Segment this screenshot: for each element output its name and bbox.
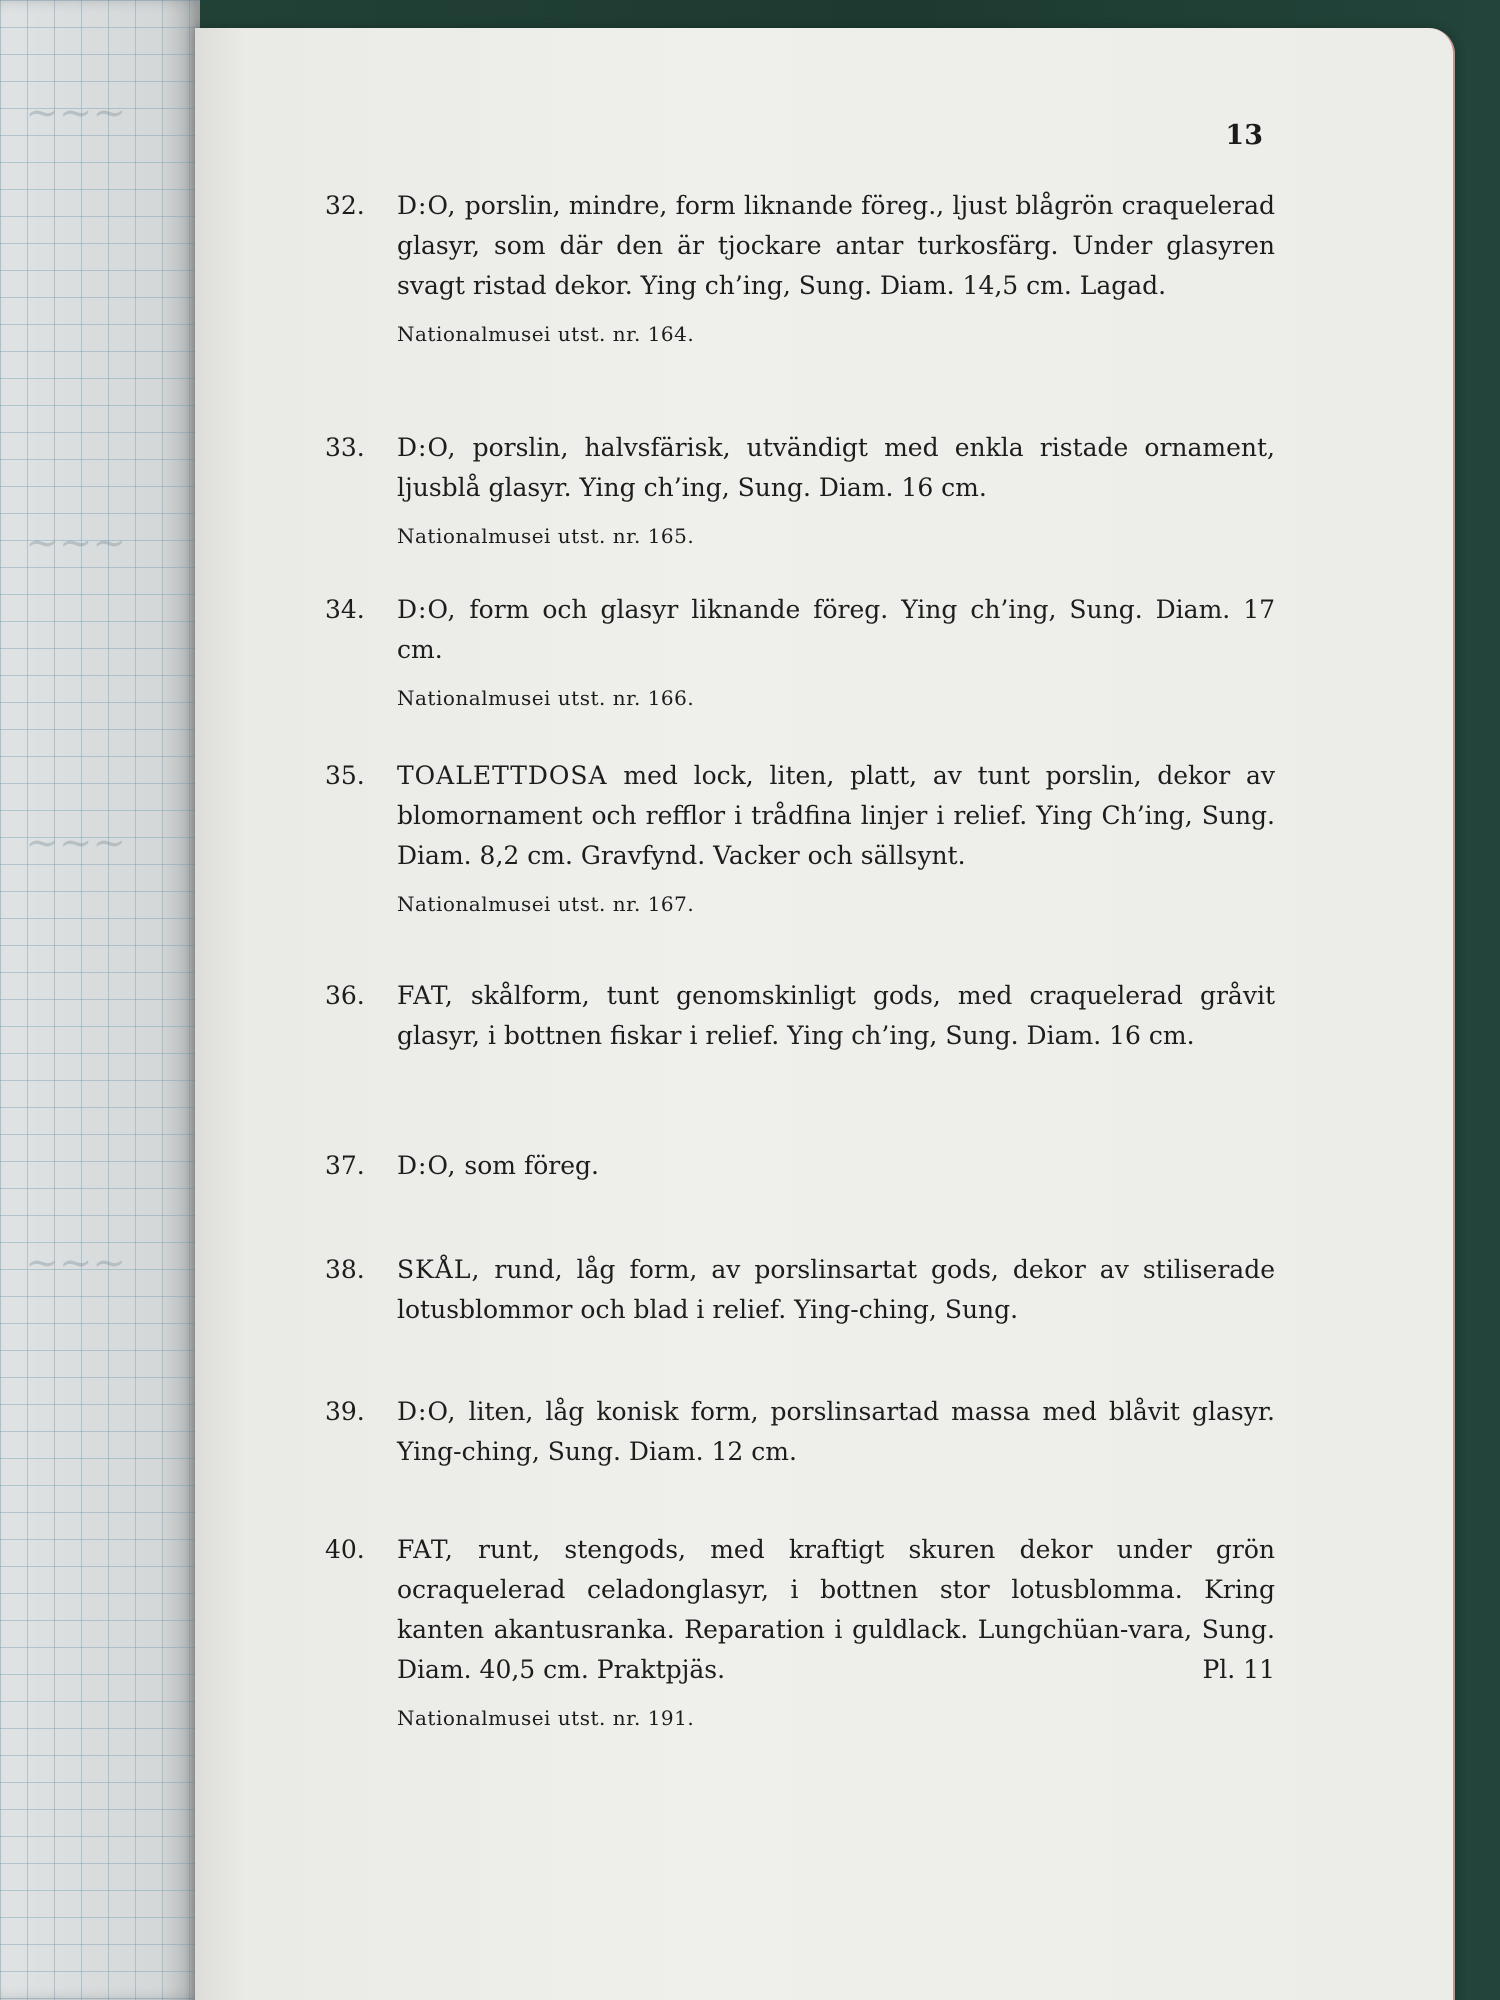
exhibition-reference: Nationalmusei utst. nr. 164. — [397, 322, 695, 346]
catalogue-page — [195, 28, 1455, 2000]
entry-description: liten, låg konisk form, porslinsartad massa med blåvit glasyr. Ying-ching, Sung. Diam. 12 cm. — [397, 1397, 1275, 1466]
entry-number: 34. — [325, 595, 365, 624]
catalogue-entry — [325, 186, 1275, 348]
entry-lead: D:O, — [397, 191, 457, 220]
entry-description: med lock, liten, platt, av tunt porslin, dekor av blomornament och refflor i trådfina linjer i relief. Ying Ch’ing, Sung. Diam. 8,2 cm. Gravfynd. Vacker och sällsynt. — [397, 761, 1275, 870]
entry-description: rund, låg form, av porslinsartat gods, dekor av stiliserade lotusblommor och blad i relief. Ying-ching, Sung. — [397, 1255, 1275, 1324]
entry-text — [397, 1392, 1275, 1472]
entry-description: porslin, mindre, form liknande föreg., ljust blågrön craquelerad glasyr, som där den är tjockare antar turkosfärg. Under glasyren svagt ristad dekor. Ying ch’ing, Sung. Diam. 14,5 cm. Lagad. — [397, 191, 1275, 300]
plate-reference: Pl. 11 — [1202, 1655, 1275, 1684]
catalogue-entry — [325, 756, 1275, 918]
catalogue-entry — [325, 590, 1275, 712]
entry-lead: SKÅL, — [397, 1255, 481, 1284]
entry-description: skålform, tunt genomskinligt gods, med craquelerad gråvit glasyr, i bottnen fiskar i relief. Ying ch’ing, Sung. Diam. 16 cm. — [397, 981, 1276, 1050]
page-number: 13 — [1225, 120, 1263, 151]
entry-lead: FAT, — [397, 981, 454, 1010]
entry-text — [397, 756, 1275, 876]
exhibition-reference: Nationalmusei utst. nr. 191. — [397, 1706, 695, 1730]
entry-lead: D:O, — [397, 595, 457, 624]
catalogue-entry — [325, 1146, 1275, 1186]
catalogue-entry — [325, 1530, 1275, 1732]
entry-text — [397, 428, 1275, 508]
entry-number: 35. — [325, 761, 365, 790]
entry-text — [397, 1250, 1275, 1330]
entry-lead: TOALETTDOSA — [397, 761, 608, 790]
entry-number: 33. — [325, 433, 365, 462]
ghost-handwriting-mark: ~~~ — [0, 520, 126, 566]
entry-description: runt, stengods, med kraftigt skuren dekor under grön ocraquelerad celadonglasyr, i bottnen stor lotusblomma. Kring kanten akantusranka. Reparation i guldlack. Lungchüan-vara, Sung. Diam. 40,5 cm. Praktpjäs. — [397, 1535, 1276, 1684]
catalogue-entry — [325, 1392, 1275, 1472]
entry-text — [397, 1530, 1275, 1690]
exhibition-reference: Nationalmusei utst. nr. 165. — [397, 524, 695, 548]
exhibition-reference: Nationalmusei utst. nr. 167. — [397, 892, 695, 916]
facing-grid-page — [0, 0, 200, 2000]
entry-description: porslin, halvsfärisk, utvändigt med enkla ristade ornament, ljusblå glasyr. Ying ch’ing, Sung. Diam. 16 cm. — [397, 433, 1275, 502]
exhibition-reference: Nationalmusei utst. nr. 166. — [397, 686, 695, 710]
entry-text — [397, 590, 1275, 670]
entry-lead: D:O, — [397, 1151, 457, 1180]
catalogue-entry — [325, 1250, 1275, 1330]
catalogue-entry — [325, 428, 1275, 550]
entry-number: 36. — [325, 981, 365, 1010]
ghost-handwriting-mark: ~~~ — [0, 90, 126, 136]
catalogue-entry — [325, 976, 1275, 1056]
entry-number: 37. — [325, 1151, 365, 1180]
ghost-handwriting-mark: ~~~ — [0, 820, 126, 866]
entry-description: form och glasyr liknande föreg. Ying ch’ing, Sung. Diam. 17 cm. — [397, 595, 1275, 664]
entry-number: 32. — [325, 191, 365, 220]
entry-lead: FAT, — [397, 1535, 454, 1564]
entry-lead: D:O, — [397, 1397, 457, 1426]
entry-text — [397, 976, 1275, 1056]
entry-number: 38. — [325, 1255, 365, 1284]
entry-text — [397, 1146, 1275, 1186]
entry-description: som föreg. — [464, 1151, 599, 1180]
entry-lead: D:O, — [397, 433, 457, 462]
entry-number: 39. — [325, 1397, 365, 1426]
ghost-handwriting-mark: ~~~ — [0, 1240, 126, 1286]
entry-text — [397, 186, 1275, 306]
entry-number: 40. — [325, 1535, 365, 1564]
